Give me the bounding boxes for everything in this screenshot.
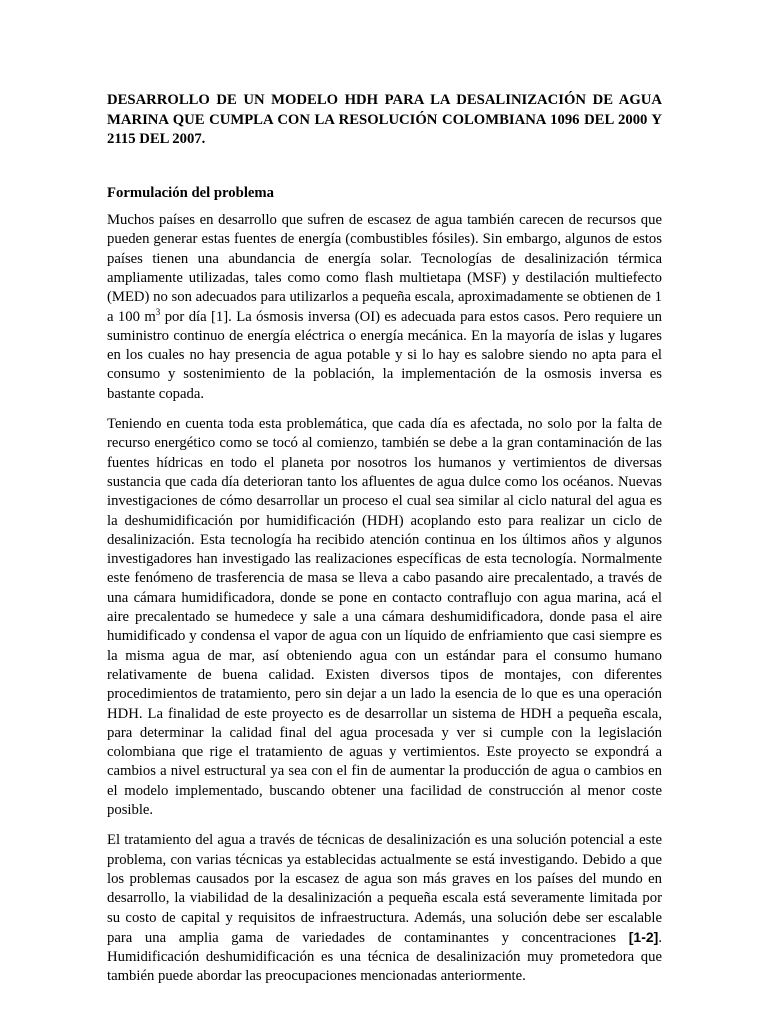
paragraph-3-text-start: El tratamiento del agua a través de técnicas de desalinización es una solución potencial a este problema, con varias técnicas ya establecidas actualmente se está investigando. Debido a que los problemas causados por la escasez de agua son más graves en los países del mundo en desarrollo, la viabilidad de la desalinización a pequeña escala está severamente limitada por su costo de capital y requisitos de infraestructura. Además, una solución debe ser escalable para una amplia gama de variedades de contaminantes y concentraciones [107, 832, 662, 946]
paragraph-1-text-end: por día [1]. La ósmosis inversa (OI) es adecuada para estos casos. Pero requiere un suministro continuo de energía eléctrica o energía mecánica. En la mayoría de islas y lugares en los cuales no hay presencia de agua potable y si lo hay es salobre siendo no apta para el consumo y sostenimiento de la población, la implementación de la osmosis inversa es bastante copada. [107, 308, 662, 402]
cubic-superscript: 3 [155, 306, 161, 317]
paragraph-1-text-start: Muchos países en desarrollo que sufren de escasez de agua también carecen de recursos que pueden generar estas fuentes de energía (combustibles fósiles). Sin embargo, algunos de estos países tienen una abundancia de energía solar. Tecnologías de desalinización térmica ampliamente utilizadas, tales como como flash multietapa (MSF) y destilación multiefecto (MED) no son adecuados para utilizarlos a pequeña escala, aproximadamente se obtienen de 1 a 100 m [107, 212, 662, 325]
paragraph-1 [107, 211, 662, 404]
document-title: DESARROLLO DE UN MODELO HDH PARA LA DESALINIZACIÓN DE AGUA MARINA QUE CUMPLA CON LA RESOLUCIÓN COLOMBIANA 1096 DEL 2000 Y 2115 DEL 2007. [107, 92, 662, 148]
citation-reference: [1-2] [628, 928, 659, 945]
paragraph-2: Teniendo en cuenta toda esta problemática, que cada día es afectada, no solo por la falta de recurso energético como se tocó al comienzo, también se debe a la gran contaminación de las fuentes hídricas en todo el planeta por nosotros los humanos y vertimientos de diversas sustancia que cada día deterioran tanto los afluentes de agua dulce como los océanos. Nuevas investigaciones de cómo desarrollar un proceso el cual sea similar al ciclo natural del agua es la deshumidificación por humidificación (HDH) acoplando esto para realizar un ciclo de desalinización. Esta tecnología ha recibido atención continua en los últimos años y algunos investigadores han investigado las realizaciones específicas de esta tecnología. Normalmente este fenómeno de trasferencia de masa se lleva a cabo pasando aire precalentado, a través de una cámara humidificadora, donde se pone en contacto contraflujo con agua marina, acá el aire precalentado se humedece y sale a una cámara deshumidificadora, donde pasa el aire humidificado y condensa el vapor de agua con un líquido de enfriamiento que casi siempre es la misma agua de mar, así obteniendo agua con un estándar para el consumo humano relativamente de buena calidad. Existen diversos tipos de montajes, con diferentes procedimientos de tratamiento, pero sin dejar a un lado la esencia de lo que es una operación HDH. La finalidad de este proyecto es de desarrollar un sistema de HDH a pequeña escala, para determinar la calidad final del agua procesada y ver si cumple con la legislación colombiana que rige el tratamiento de aguas y vertimientos. Este proyecto se expondrá a cambios a nivel estructural ya sea con el fin de aumentar la producción de agua o cambios en el modelo implementado, buscando obtener una facilidad de construcción al menor coste posible. [107, 416, 662, 819]
section-heading: Formulación del problema [107, 185, 274, 202]
document-page [107, 91, 662, 987]
paragraph-3-text-end: . Humidificación deshumidificación es una técnica de desalinización muy prometedora que también puede abordar las preocupaciones mencionadas anteriormente. [107, 929, 662, 985]
paragraph-3 [107, 831, 662, 986]
